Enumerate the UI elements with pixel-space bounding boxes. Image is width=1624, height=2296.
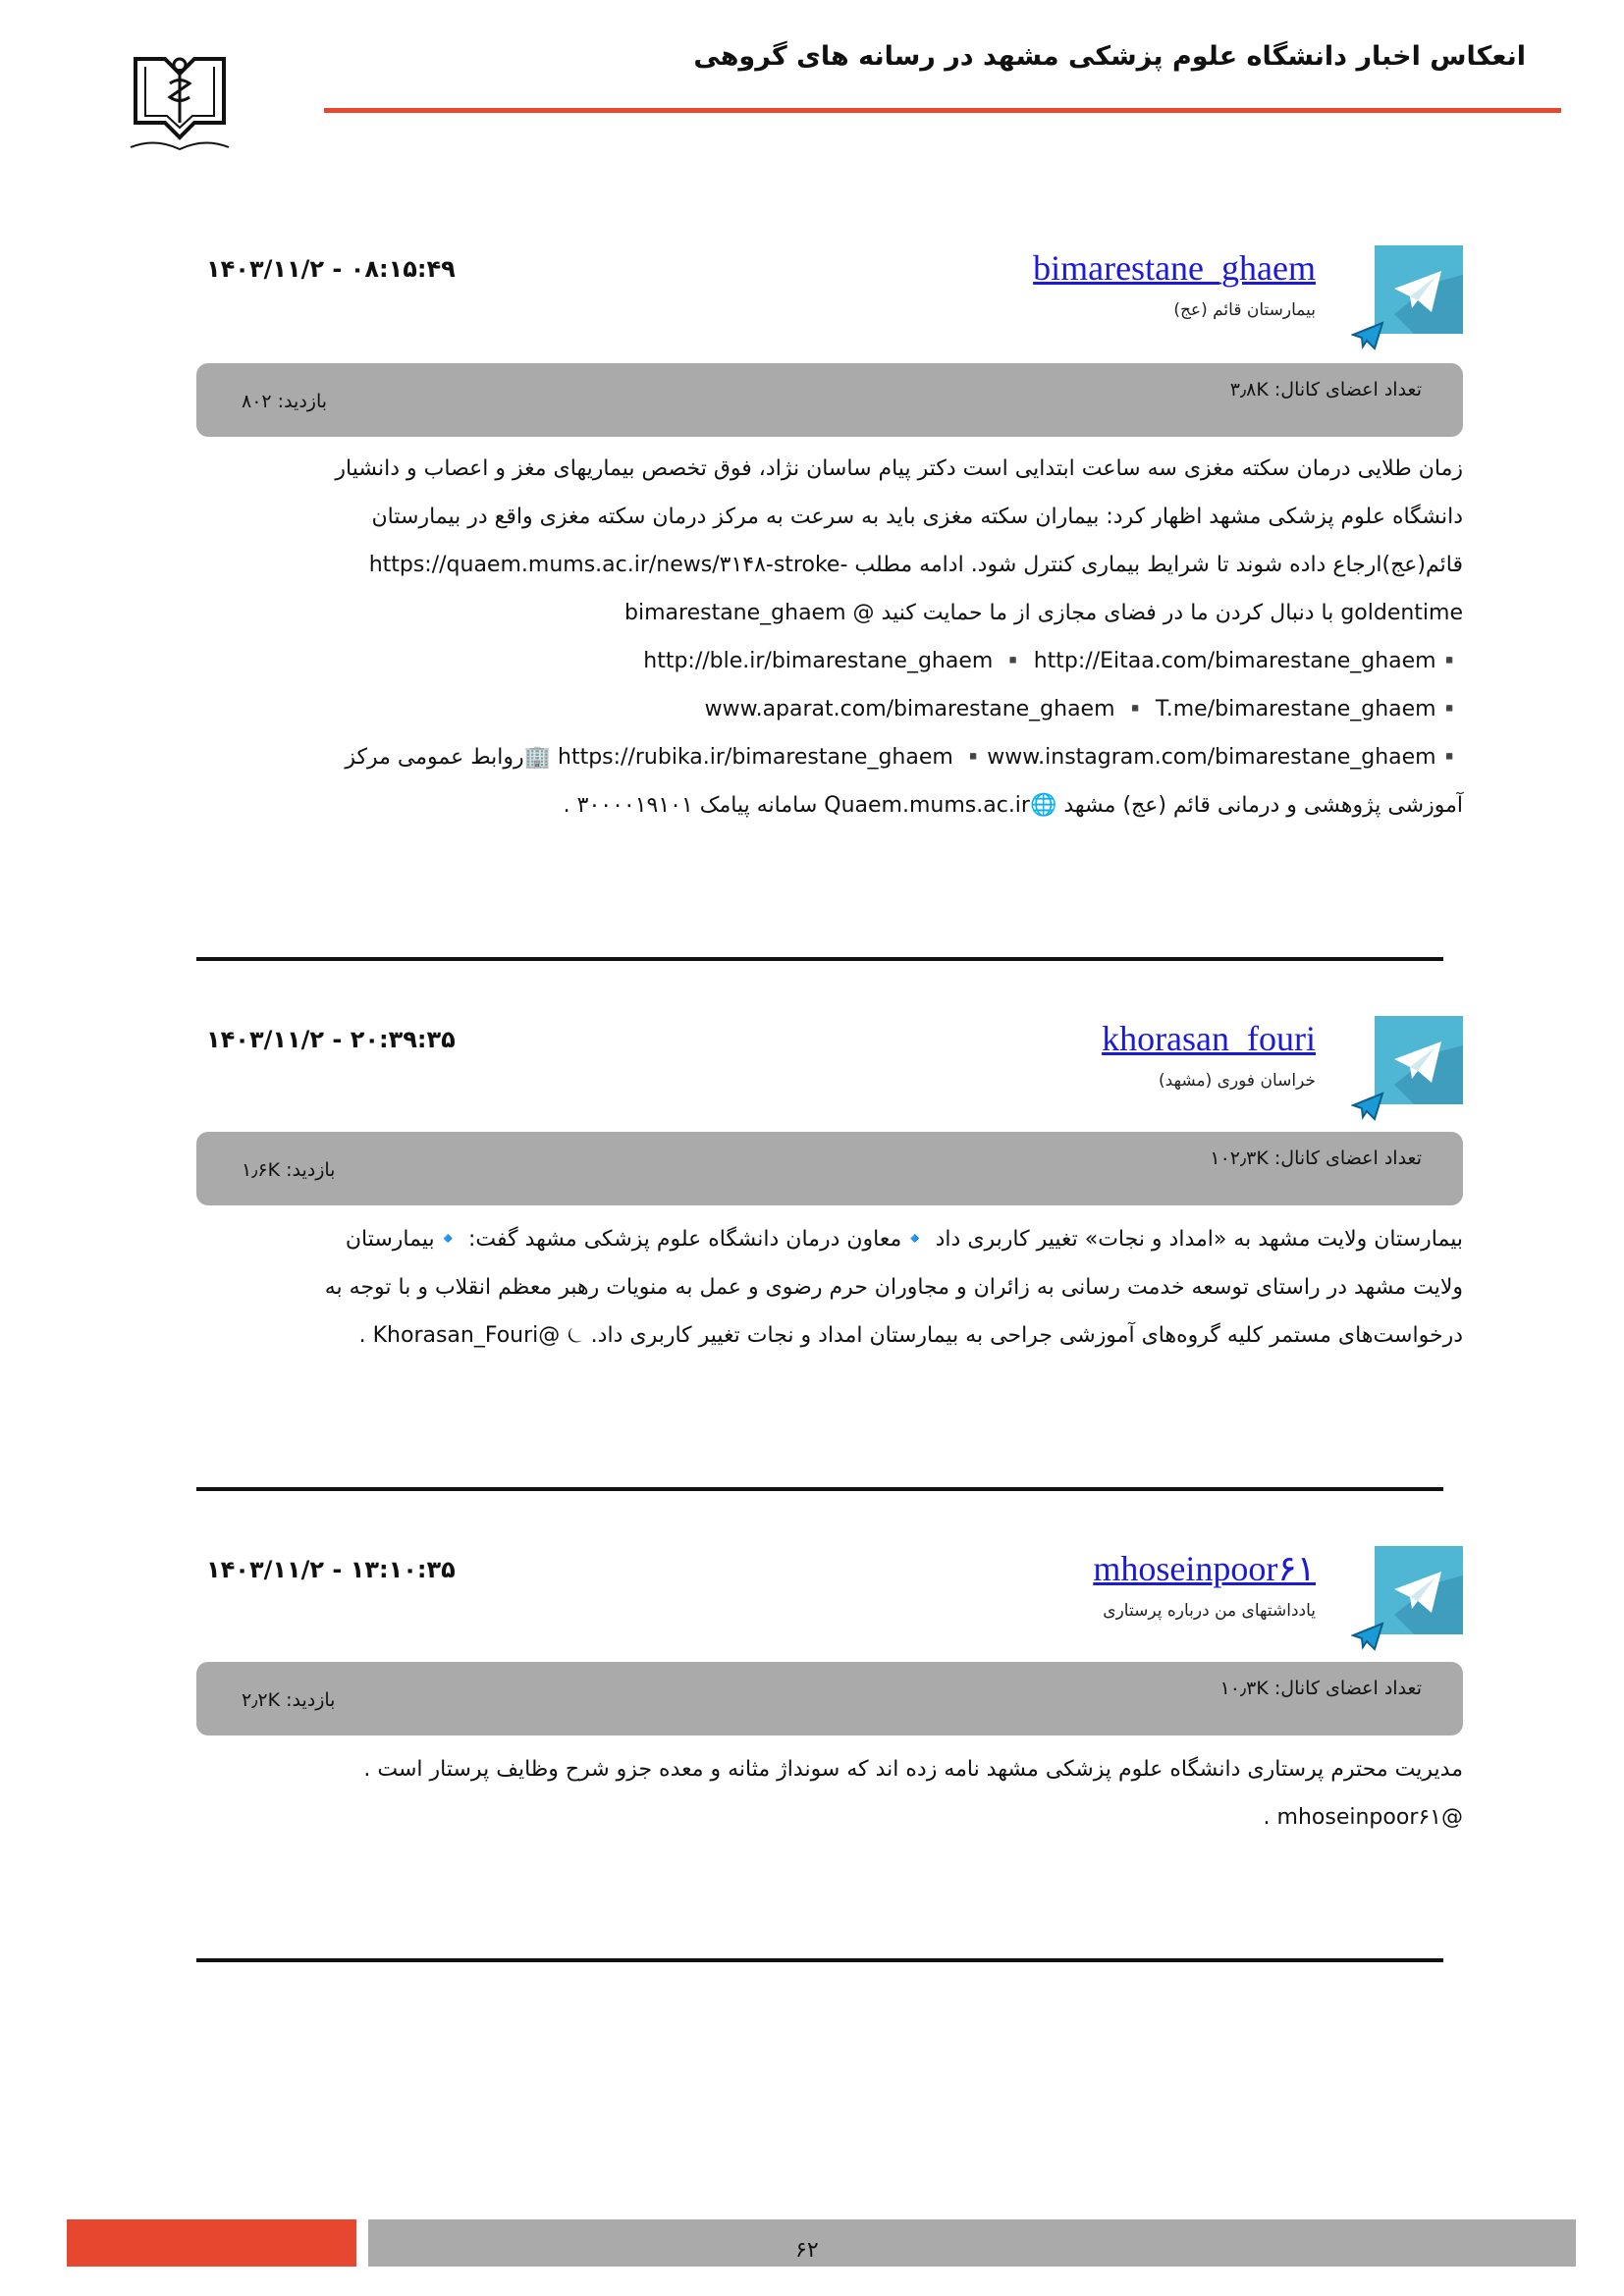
channel-subtitle: یادداشتهای من درباره پرستاری [1103, 1601, 1316, 1621]
channel-subtitle: بیمارستان قائم (عج) [1173, 300, 1316, 320]
post-body [196, 1745, 1463, 1842]
channel-link[interactable]: mhoseinpoor۶۱ [1093, 1549, 1316, 1588]
telegram-small-icon [1351, 1090, 1384, 1123]
post-line: goldentime با دنبال کردن ما در فضای مجازی از ما حمایت کنید @ bimarestane_ghaem [624, 601, 1463, 625]
post-body [196, 445, 1463, 829]
post-2 [196, 1016, 1463, 1389]
post-line: آموزشی پژوهشی و درمانی قائم (عج) مشهد 🌐Quaem.mums.ac.ir سامانه پیامک ۳۰۰۰۰۱۹۱۰۱ . [563, 793, 1463, 818]
stats-bar [196, 1132, 1463, 1205]
channel-link[interactable]: bimarestane_ghaem [1033, 248, 1316, 288]
telegram-icon [1375, 1546, 1463, 1634]
post-divider [196, 1487, 1443, 1491]
page-header-title: انعکاس اخبار دانشگاه علوم پزشکی مشهد در رسانه های گروهی [693, 41, 1526, 72]
post-line: ولایت مشهد در راستای توسعه خدمت رسانی به زائران و مجاوران حرم رضوی و عمل به منویات رهبر معظم انقلاب و با توجه به [324, 1275, 1463, 1300]
telegram-icon [1375, 245, 1463, 334]
channel-members: تعداد اعضای کانال: ۱۰٫۳K [1219, 1678, 1422, 1699]
channel-subtitle: خراسان فوری (مشهد) [1158, 1071, 1316, 1091]
post-body [196, 1215, 1463, 1360]
post-line: مدیریت محترم پرستاری دانشگاه علوم پزشکی مشهد نامه زده اند که سونداژ مثانه و معده جزو شرح وظایف پرستار است . [363, 1757, 1463, 1782]
post-line: زمان طلایی درمان سکته مغزی سه ساعت ابتدایی است دکتر پیام ساسان نژاد، فوق تخصص بیماریهای مغز و اعصاب و دانشیار [335, 456, 1463, 481]
telegram-small-icon [1351, 1620, 1384, 1653]
page-number: ۶۲ [795, 2238, 819, 2263]
post-line: درخواست‌های مستمر کلیه گروه‌های آموزشی جراحی به بیمارستان امداد و نجات تغییر کاربری داد. ⏾ @Khorasan_Fouri . [358, 1323, 1463, 1348]
telegram-icon [1375, 1016, 1463, 1104]
post-line: قائم(عج)ارجاع داده شوند تا شرایط بیماری کنترل شود. ادامه مطلب -https://quaem.mums.ac.ir/news/۳۱۴۸-stroke [368, 553, 1463, 577]
telegram-small-icon [1351, 319, 1384, 352]
post-line: @mhoseinpoor۶۱ . [1263, 1805, 1463, 1830]
view-count: بازدید: ۱٫۶K [242, 1159, 336, 1181]
header-rule [324, 108, 1561, 113]
view-count: بازدید: ۸۰۲ [242, 391, 328, 412]
post-line: دانشگاه علوم پزشکی مشهد اظهار کرد: بیماران سکته مغزی باید به سرعت به مرکز درمان سکته مغزی واقع در بیمارستان [371, 505, 1463, 529]
post-divider [196, 957, 1443, 961]
post-datetime: ۱۴۰۳/۱۱/۲ - ۲۰:۳۹:۳۵ [206, 1026, 456, 1053]
channel-members: تعداد اعضای کانال: ۱۰۲٫۳K [1210, 1148, 1422, 1169]
channel-link[interactable]: khorasan_fouri [1102, 1019, 1316, 1058]
footer-bar [368, 2219, 1576, 2267]
post-datetime: ۱۴۰۳/۱۱/۲ - ۱۳:۱۰:۳۵ [206, 1556, 456, 1583]
post-datetime: ۱۴۰۳/۱۱/۲ - ۰۸:۱۵:۴۹ [206, 255, 456, 283]
post-line: ▪️http://ble.ir/bimarestane_ghaem ▪️ http://Eitaa.com/bimarestane_ghaem [643, 649, 1463, 673]
post-divider [196, 1958, 1443, 1962]
post-1 [196, 245, 1463, 854]
post-3 [196, 1546, 1463, 1860]
footer-accent-bar [67, 2219, 356, 2267]
post-line: ▪️www.aparat.com/bimarestane_ghaem ▪️ T.me/bimarestane_ghaem [704, 697, 1463, 721]
university-logo [116, 39, 244, 167]
post-line: بیمارستان ولایت مشهد به «امداد و نجات» تغییر کاربری داد 🔹معاون درمان دانشگاه علوم پزشکی مشهد گفت: 🔹بیمارستان [345, 1227, 1463, 1252]
post-line: ▪️https://rubika.ir/bimarestane_ghaem ▪️www.instagram.com/bimarestane_ghaem 🏢روابط عمومی مرکز [345, 745, 1463, 770]
stats-bar [196, 363, 1463, 437]
stats-bar [196, 1662, 1463, 1735]
channel-members: تعداد اعضای کانال: ۳٫۸K [1229, 379, 1422, 400]
view-count: بازدید: ۲٫۲K [242, 1689, 336, 1711]
